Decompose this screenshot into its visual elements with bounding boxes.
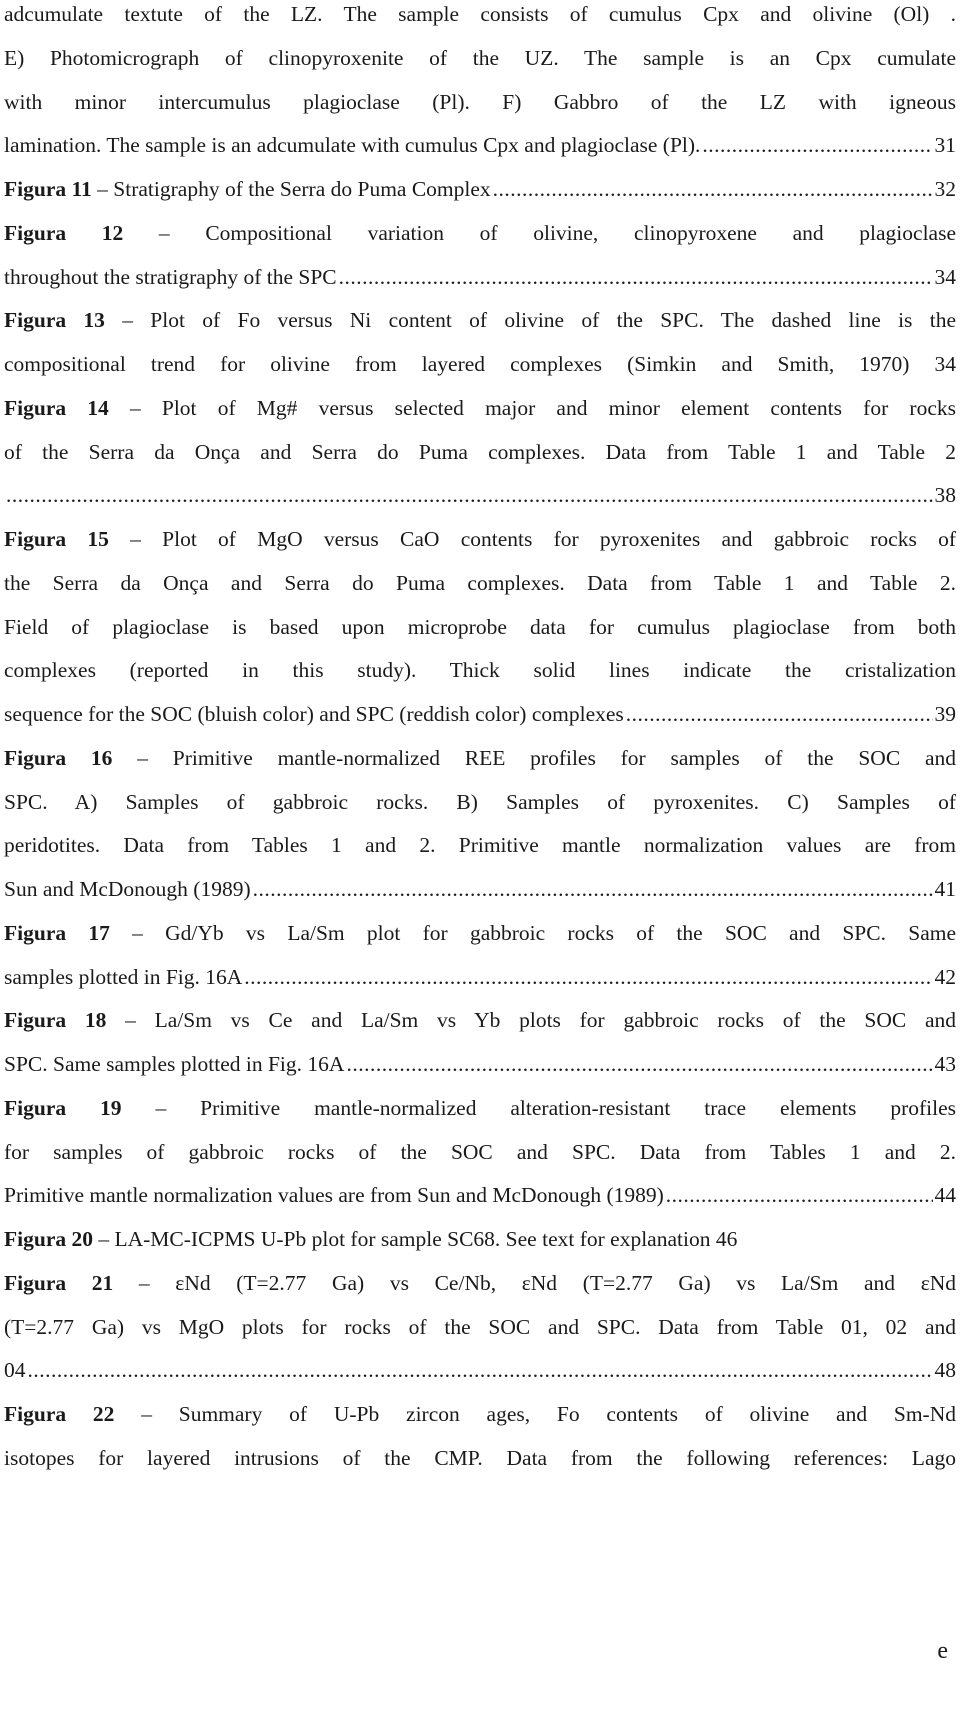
toc-entry-line (4, 131, 956, 161)
figure-label: Figura 18 (4, 1008, 107, 1032)
dot-leader (346, 1050, 932, 1078)
figure-label: Figura 22 (4, 1402, 115, 1426)
toc-entry-figure-12 (4, 219, 956, 249)
figure-label: Figura 15 (4, 527, 109, 551)
text-line: peridotites. Data from Tables 1 and 2. Primitive mantle normalization values are from (4, 833, 956, 857)
text-line: Field of plagioclase is based upon microprobe data for cumulus plagioclase from both (4, 615, 956, 639)
toc-entry-figure-20 (4, 1225, 956, 1255)
dot-leader (626, 700, 933, 728)
text-line: samples plotted in Fig. 16A (4, 965, 243, 989)
toc-entry-line (4, 700, 956, 730)
toc-entry-figure-21 (4, 1269, 956, 1299)
figure-label: Figura 14 (4, 396, 109, 420)
page-number: 43 (934, 1052, 956, 1076)
caption-text: – Plot of MgO versus CaO contents for pyroxenites and gabbroic rocks of (108, 527, 957, 551)
dot-leader (666, 1181, 933, 1209)
text-line: adcumulate textute of the LZ. The sample consists of cumulus Cpx and olivine (Ol) . (4, 2, 956, 26)
text-line: 04 (4, 1358, 26, 1382)
text-line: throughout the stratigraphy of the SPC (4, 265, 337, 289)
text-line: sequence for the SOC (bluish color) and SPC (reddish color) complexes (4, 702, 624, 726)
caption-text: – Gd/Yb vs La/Sm plot for gabbroic rocks of the SOC and SPC. Same (109, 921, 957, 945)
page-footer-mark: e (937, 1638, 948, 1664)
text-line: the Serra da Onça and Serra do Puma complexes. Data from Table 1 and Table 2. (4, 571, 956, 595)
toc-entry-figure-11 (4, 175, 956, 205)
toc-entry-line (4, 263, 956, 293)
dot-leader (6, 481, 933, 509)
toc-entry-figure-15 (4, 525, 956, 555)
figure-label: Figura 12 (4, 221, 124, 245)
text-line: SPC. A) Samples of gabbroic rocks. B) Samples of pyroxenites. C) Samples of (4, 790, 956, 814)
toc-entry-line (4, 1356, 956, 1386)
caption-text: – Primitive mantle-normalized REE profiles for samples of the SOC and (112, 746, 956, 770)
caption-text: – Primitive mantle-normalized alteration-resistant trace elements profiles (121, 1096, 956, 1120)
toc-entry-figure-19 (4, 1094, 956, 1124)
text-line: for samples of gabbroic rocks of the SOC and SPC. Data from Tables 1 and 2. (4, 1140, 956, 1164)
page-number: 41 (934, 877, 956, 901)
text-line: lamination. The sample is an adcumulate with cumulus Cpx and plagioclase (Pl). (4, 133, 701, 157)
caption-text: – Compositional variation of olivine, clinopyroxene and plagioclase (123, 221, 957, 245)
figure-label: Figura 13 (4, 308, 105, 332)
toc-entry-line (4, 875, 956, 905)
figure-label: Figura 19 (4, 1096, 122, 1120)
text-line: compositional trend for olivine from layered complexes (Simkin and Smith, 1970) 34 (4, 352, 956, 376)
text-line: (T=2.77 Ga) vs MgO plots for rocks of the SOC and SPC. Data from Table 01, 02 and (4, 1315, 956, 1339)
dot-leader (339, 263, 933, 291)
text-line: Sun and McDonough (1989) (4, 877, 251, 901)
text-line: isotopes for layered intrusions of the CMP. Data from the following references: Lago (4, 1446, 956, 1470)
toc-entry-figure-16 (4, 744, 956, 774)
page-number: 38 (934, 483, 956, 507)
toc-entry-figure-18 (4, 1006, 956, 1036)
figure-label: Figura 20 (4, 1227, 93, 1251)
text-line: SPC. Same samples plotted in Fig. 16A (4, 1052, 345, 1076)
caption-text: – La/Sm vs Ce and La/Sm vs Yb plots for gabbroic rocks of the SOC and (106, 1008, 957, 1032)
toc-entry-figure-22 (4, 1400, 956, 1430)
page-number: 42 (934, 965, 956, 989)
toc-entry-line (4, 963, 956, 993)
text-line: Primitive mantle normalization values are from Sun and McDonough (1989) (4, 1183, 664, 1207)
caption-text: – Stratigraphy of the Serra do Puma Complex (91, 177, 491, 201)
toc-entry-line (4, 1181, 956, 1211)
page-number: 48 (934, 1358, 956, 1382)
toc-entry-figure-14 (4, 394, 956, 424)
dot-leader (244, 963, 932, 991)
dot-leader (493, 175, 933, 203)
dot-leader (253, 875, 933, 903)
caption-text: – Plot of Fo versus Ni content of olivine of the SPC. The dashed line is the (104, 308, 956, 332)
page-number: 44 (934, 1183, 956, 1207)
figure-label: Figura 21 (4, 1271, 114, 1295)
dot-leader (702, 131, 932, 159)
page-number: 34 (934, 265, 956, 289)
figure-label: Figura 16 (4, 746, 113, 770)
text-line: with minor intercumulus plagioclase (Pl). F) Gabbro of the LZ with igneous (4, 90, 956, 114)
toc-entry-figure-13 (4, 306, 956, 336)
caption-text: – εNd (T=2.77 Ga) vs Ce/Nb, εNd (T=2.77 Ga) vs La/Sm and εNd (113, 1271, 957, 1295)
toc-entry-figure-17 (4, 919, 956, 949)
text-line: of the Serra da Onça and Serra do Puma complexes. Data from Table 1 and Table 2 (4, 440, 956, 464)
page-number: 31 (934, 133, 956, 157)
caption-text: – Summary of U-Pb zircon ages, Fo contents of olivine and Sm-Nd (114, 1402, 956, 1426)
figure-label: Figura 17 (4, 921, 110, 945)
caption-text: – LA-MC-ICPMS U-Pb plot for sample SC68. See text for explanation 46 (92, 1227, 738, 1251)
dot-leader (28, 1356, 933, 1384)
toc-entry-line (4, 1050, 956, 1080)
page-number: 32 (934, 177, 956, 201)
caption-text: – Plot of Mg# versus selected major and minor element contents for rocks (108, 396, 956, 420)
text-line: E) Photomicrograph of clinopyroxenite of the UZ. The sample is an Cpx cumulate (4, 46, 956, 70)
figure-label: Figura 11 (4, 177, 92, 201)
toc-entry-line (4, 481, 956, 511)
text-line: complexes (reported in this study). Thick solid lines indicate the cristalization (4, 658, 956, 682)
page-number: 39 (934, 702, 956, 726)
